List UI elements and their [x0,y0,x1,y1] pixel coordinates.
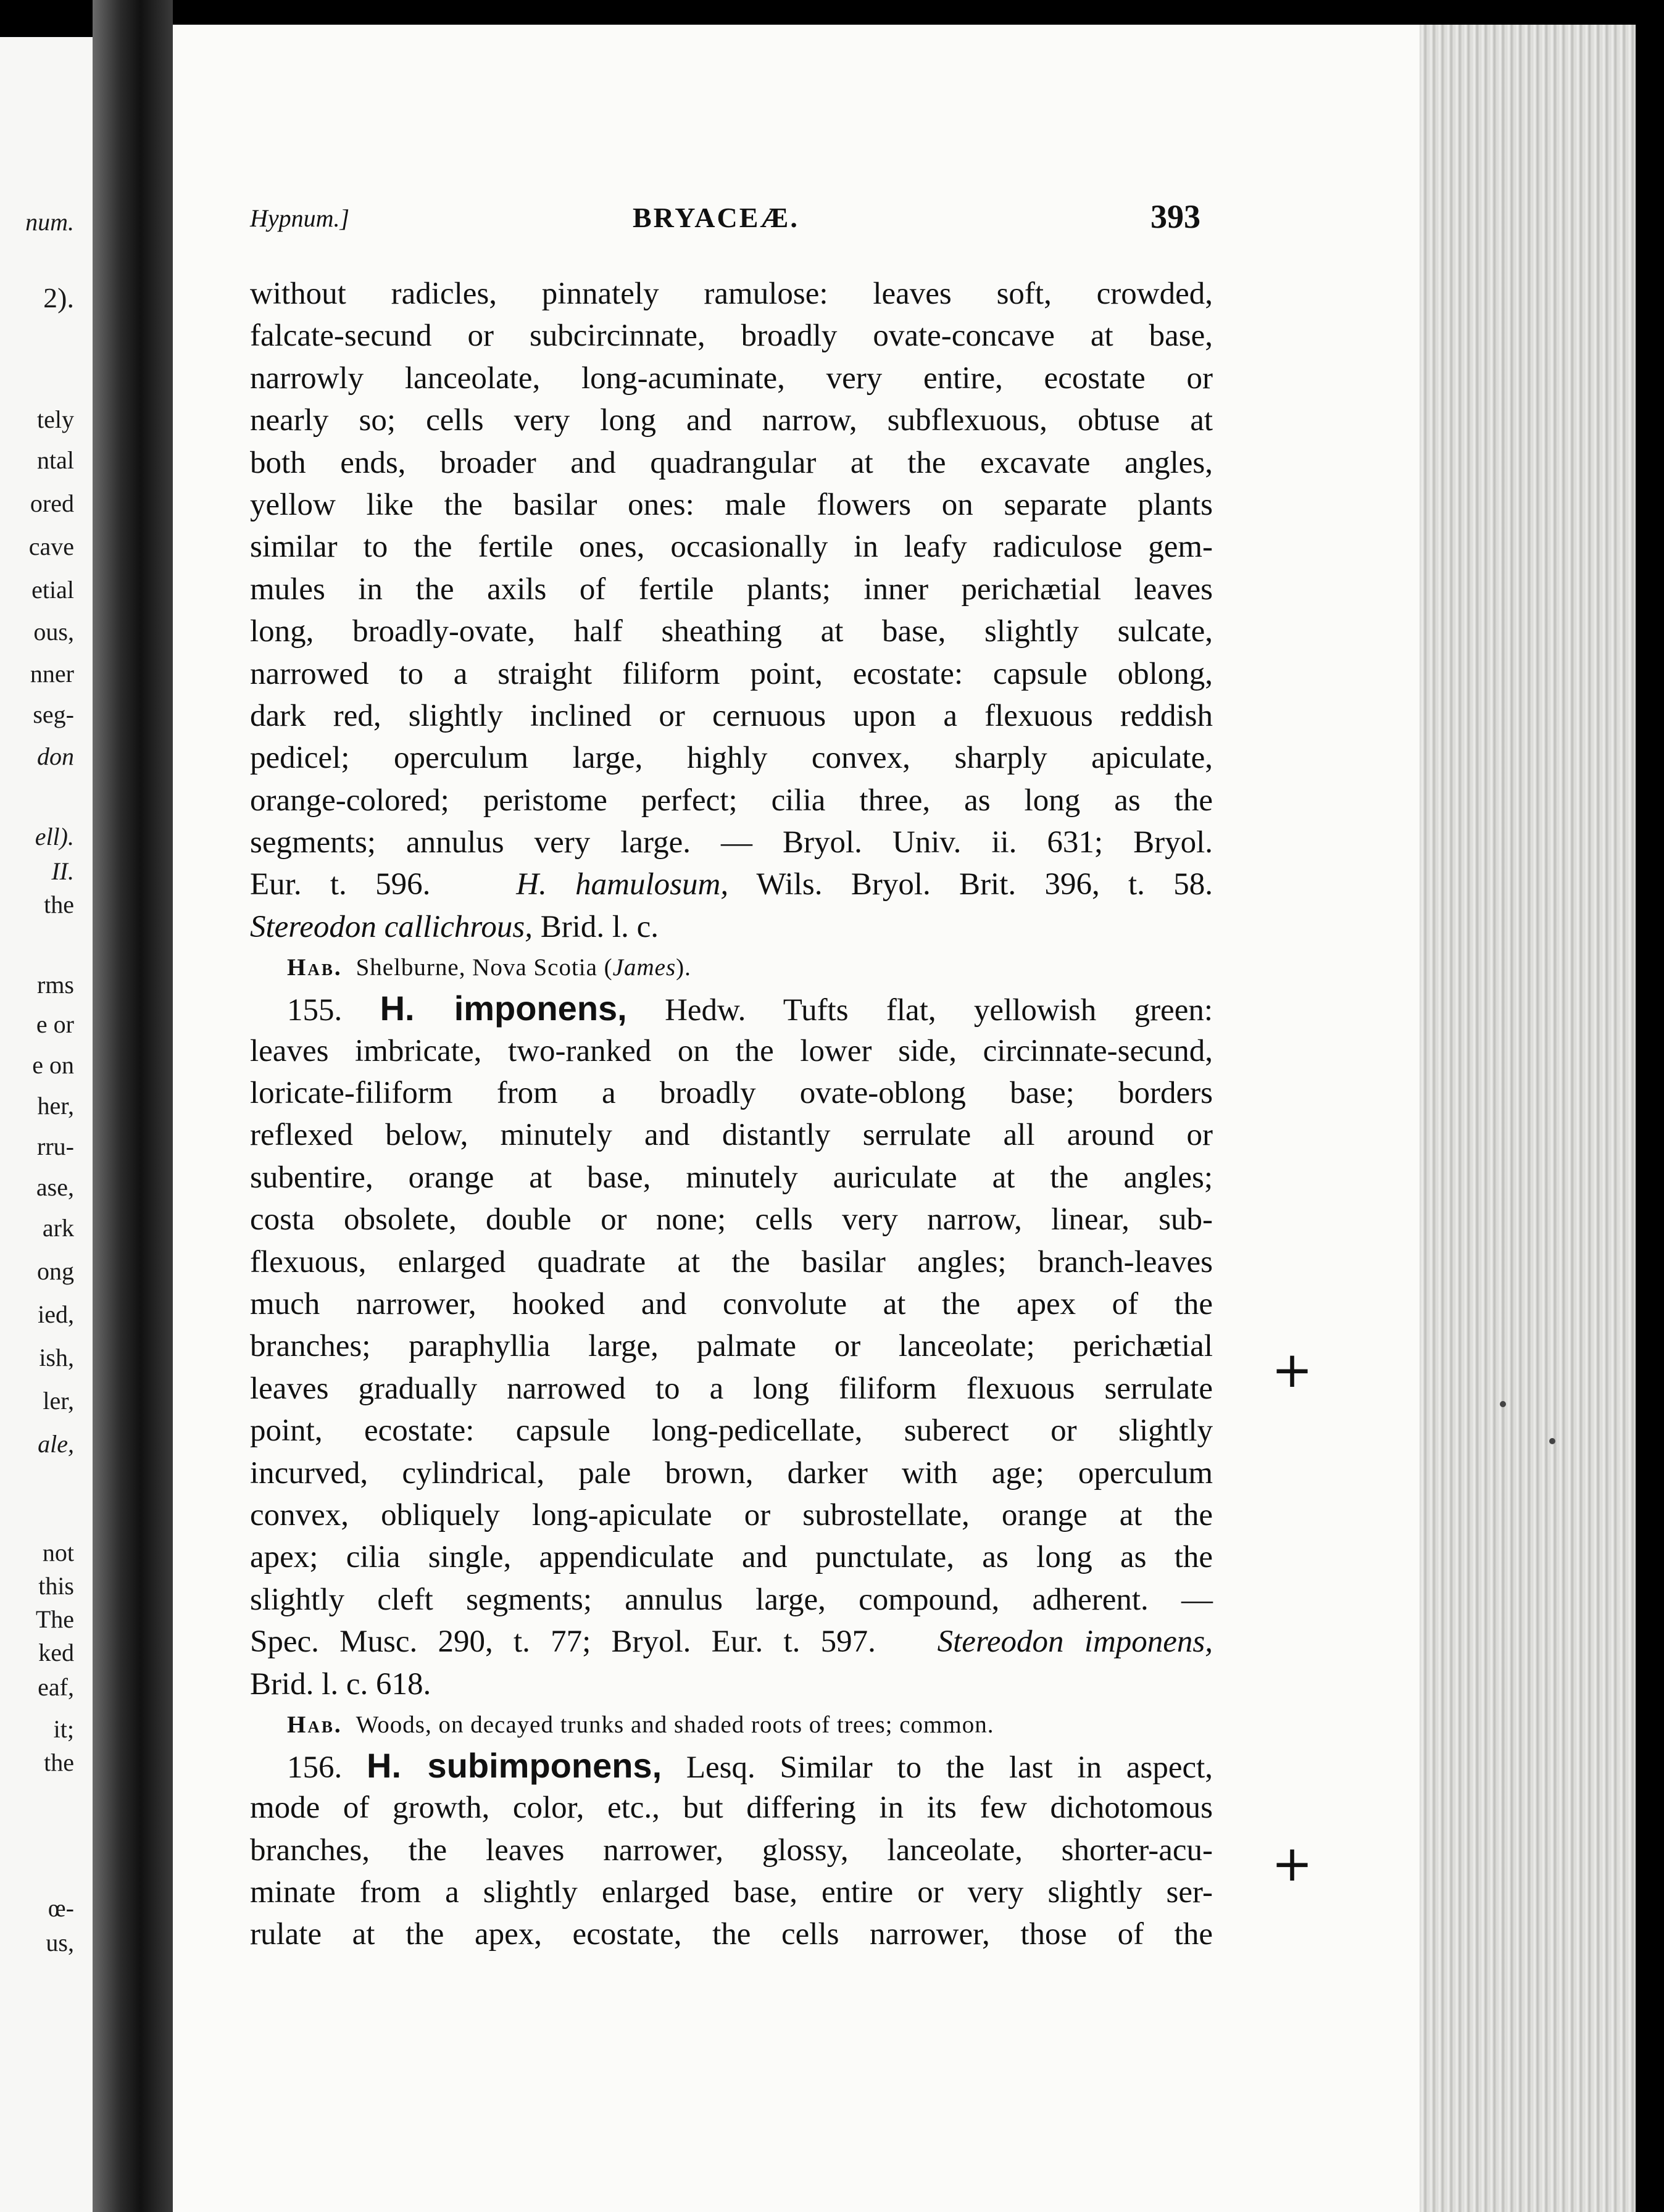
left-fragment: ell). [35,823,74,850]
left-fragment: ored [30,489,74,517]
text-line: long, broadly-ovate, half sheathing at base, slightly sulcate, [250,614,1213,649]
citation-line [250,906,1213,948]
text-line: subentire, orange at base, minutely auriculate at the angles; [250,1160,1213,1195]
left-fragment: cave [28,533,74,560]
left-fragment: rms [37,971,74,999]
citation-line [250,863,1213,905]
left-fragment: ked [38,1639,74,1666]
citation-line: Brid. l. c. 618. [250,1666,431,1702]
left-fragment: 2). [43,282,74,314]
species-name: H. subimponens, [367,1745,662,1785]
text-line: convex, obliquely long-apiculate or subrostellate, orange at the [250,1497,1213,1532]
left-fragment: ale, [38,1430,74,1458]
page-speck [1500,1401,1506,1407]
habitat-label: Hab. [287,954,343,981]
habitat-end: ). [676,954,691,981]
left-fragment: eaf, [38,1673,74,1701]
text-line: point, ecostate: capsule long-pedicellate, suberect or slightly [250,1413,1213,1449]
species-author: Hedw. Tufts flat, yellowish green: [665,993,1213,1028]
habitat-text: Woods, on decayed trunks and shaded roots of trees; common. [356,1711,994,1738]
habitat-label: Hab. [287,1711,343,1738]
left-fragment: etial [31,576,74,604]
page-number: 393 [1150,198,1200,235]
left-fragment: the [44,1748,74,1776]
text-line: segments; annulus very large. — Bryol. Univ. ii. 631; Bryol. [250,825,1213,860]
book-gutter [93,0,173,2212]
header-family: BRYACEÆ. [633,202,799,233]
text-line: dark red, slightly inclined or cernuous upon a flexuous reddish [250,698,1213,733]
citation: Spec. Musc. 290, t. 77; Bryol. Eur. t. 597. [250,1624,876,1660]
text-line: leaves imbricate, two-ranked on the lower side, circinnate-secund, [250,1033,1213,1068]
text-line: mules in the axils of fertile plants; inner perichætial leaves [250,572,1213,607]
text-line: narrowly lanceolate, long-acuminate, very entire, ecostate or [250,360,1213,396]
left-facing-page [0,37,93,2212]
text-line: pedicel; operculum large, highly convex, sharply apiculate, [250,741,1213,776]
text-line: much narrower, hooked and convolute at the apex of the [250,1286,1213,1321]
background-edge [1636,0,1664,2212]
text-line: rulate at the apex, ecostate, the cells narrower, those of the [250,1917,1213,1952]
left-fragment: seg- [33,701,74,728]
running-head [250,198,1200,241]
species-heading-155 [250,988,1213,1029]
text-line: nearly so; cells very long and narrow, subflexuous, obtuse at [250,403,1213,438]
habitat-text: Shelburne, Nova Scotia ( [356,954,613,981]
left-fragment: ied, [38,1300,74,1328]
left-fragment: it; [53,1715,74,1743]
text-line: branches, the leaves narrower, glossy, lanceolate, shorter-acu- [250,1832,1213,1868]
left-fragment: don [37,742,74,770]
text-line: slightly cleft segments; annulus large, compound, adherent. — [250,1582,1213,1617]
left-fragment: nner [30,660,74,688]
species-number: 155. [287,993,343,1028]
left-fragment: not [42,1539,74,1566]
text-line: both ends, broader and quadrangular at the excavate angles, [250,445,1213,480]
synonym: H. hamulosum, [516,867,729,902]
synonym: Stereodon imponens, [937,1624,1213,1660]
text-line: minate from a slightly enlarged base, entire or very slightly ser- [250,1875,1213,1910]
page-edge-stack [1420,25,1636,2212]
text-line: mode of growth, color, etc., but differing in its few dichotomous [250,1790,1213,1826]
collector: James [612,954,676,981]
left-fragment: ish, [39,1344,74,1371]
left-fragment: e on [32,1051,74,1079]
text-line: flexuous, enlarged quadrate at the basilar angles; branch-leaves [250,1244,1213,1279]
left-fragment: e or [36,1010,74,1038]
text-line: reflexed below, minutely and distantly serrulate all around or [250,1118,1213,1153]
left-fragment: us, [46,1929,74,1956]
species-heading-156 [250,1745,1213,1787]
left-fragment: œ- [48,1894,74,1922]
text-line: falcate-secund or subcircinnate, broadly ovate-concave at base, [250,318,1213,354]
left-fragment: her, [37,1092,74,1120]
left-fragment: num. [25,208,74,236]
text-line: orange-colored; peristome perfect; cilia three, as long as the [250,783,1213,818]
habitat-line [250,948,1213,988]
page-speck [1549,1438,1555,1444]
left-fragment: The [35,1605,74,1633]
text-line: narrowed to a straight filiform point, ecostate: capsule oblong, [250,656,1213,691]
margin-cross-mark: + [1271,1341,1313,1399]
text-line: similar to the fertile ones, occasionally in leafy radiculose gem- [250,530,1213,565]
left-fragment: II. [51,857,74,885]
left-fragment: ase, [36,1173,74,1201]
text-line: leaves gradually narrowed to a long filiform flexuous serrulate [250,1371,1213,1406]
left-fragment: the [44,891,74,918]
left-fragment: rru- [37,1133,74,1160]
text-line: branches; paraphyllia large, palmate or lanceolate; perichætial [250,1329,1213,1364]
citation: Eur. t. 596. [250,867,431,902]
margin-cross-mark: + [1271,1835,1313,1892]
left-fragment: ntal [37,446,74,474]
left-fragment: ark [42,1214,74,1242]
text-line: yellow like the basilar ones: male flowers on separate plants [250,487,1213,522]
left-fragment: this [38,1572,74,1600]
text-line: costa obsolete, double or none; cells very narrow, linear, sub- [250,1202,1213,1237]
citation: Brid. l. c. [540,909,659,944]
species-name: H. imponens, [380,989,627,1028]
left-fragment: tely [37,405,74,433]
citation-line [250,1621,1213,1663]
habitat-line [250,1705,1213,1745]
left-fragment: ong [37,1257,74,1285]
species-number: 156. [287,1750,343,1785]
species-author: Lesq. Similar to the last in aspect, [686,1750,1213,1785]
body-text [250,273,1213,1956]
header-genus: Hypnum.] [250,204,350,232]
text-line: apex; cilia single, appendiculate and punctulate, as long as the [250,1540,1213,1575]
text-line: without radicles, pinnately ramulose: leaves soft, crowded, [250,276,1213,311]
citation: Wils. Bryol. Brit. 396, t. 58. [756,867,1213,902]
left-fragment: ler, [43,1387,74,1415]
synonym: Stereodon callichrous, [250,909,533,944]
text-line: loricate-filiform from a broadly ovate-oblong base; borders [250,1076,1213,1111]
text-line: incurved, cylindrical, pale brown, darker with age; operculum [250,1455,1213,1491]
left-fragment: ous, [33,618,74,646]
